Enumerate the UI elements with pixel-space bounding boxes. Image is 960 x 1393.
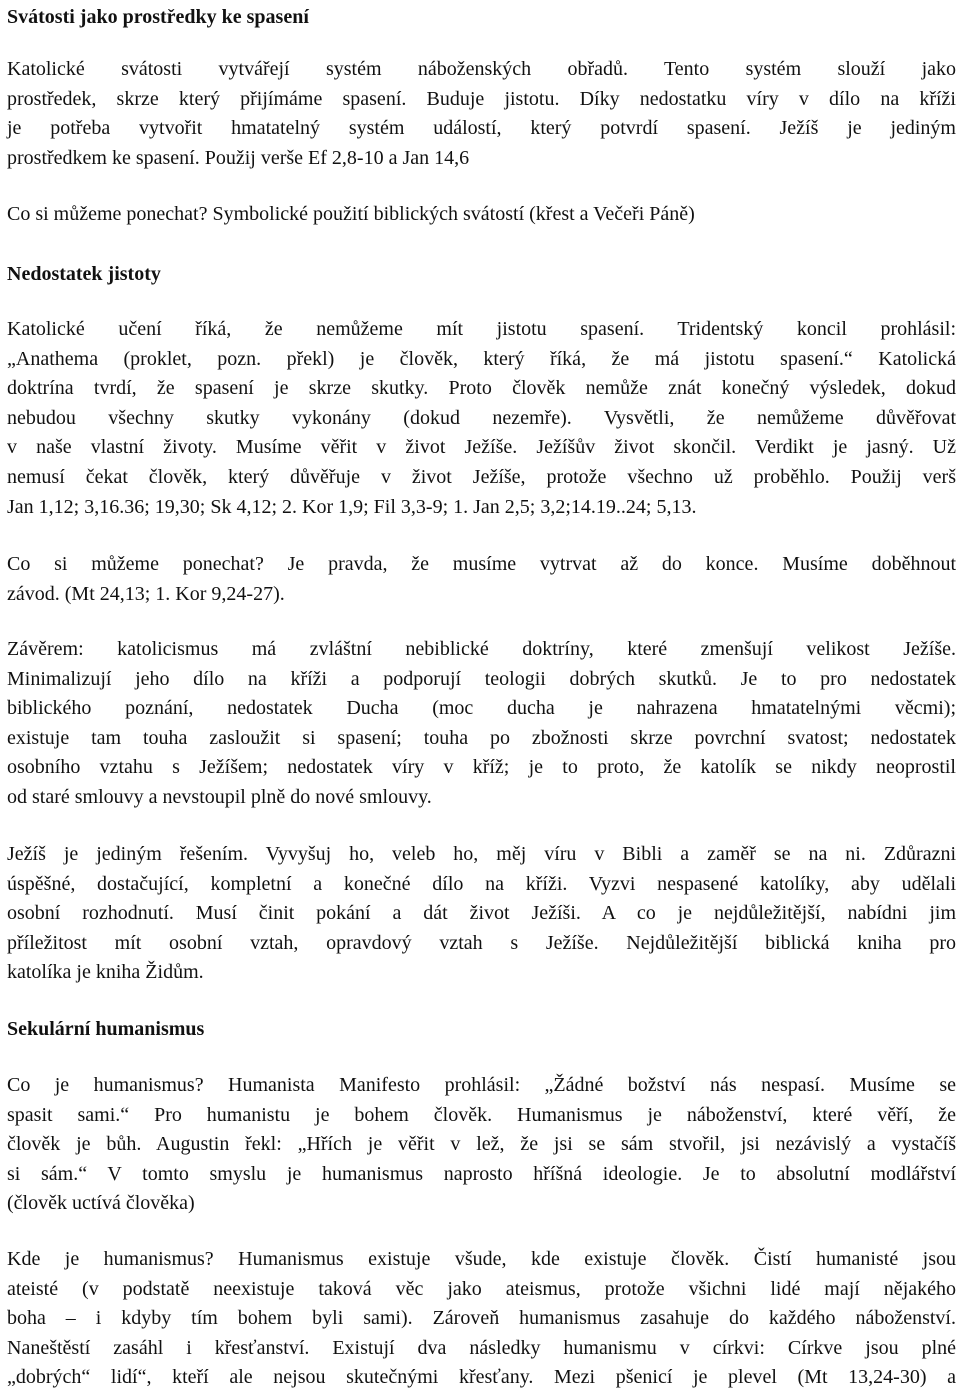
text-line: nebudou všechny skutky vykonány (dokud nezemře). Vysvětli, že nemůžeme důvěřovat (7, 406, 956, 429)
text-line: v naše vlastní životy. Musíme věřit v život Ježíše. Ježíšův život skončil. Verdikt je jasný. Už (7, 436, 956, 459)
paragraph-jesus-solution (7, 840, 956, 988)
paragraph-sacraments-intro (7, 55, 956, 173)
text-line: Katolické učení říká, že nemůžeme mít jistotu spasení. Tridentský koncil prohlásil: (7, 318, 956, 340)
text-line: „dobrých“ lidí“, kteří ale nejsou skutečnými křesťany. Mezi pšenicí je plevel (Mt 13,24-30) a (7, 1366, 956, 1389)
text-line: existuje tam touha zasloužit si spasení; touha po zbožnosti skrze povrchní svatost; nedostatek (7, 726, 956, 749)
section-title-humanism: Sekulární humanismus (7, 1018, 205, 1040)
text-line: biblického poznání, nedostatek Ducha (moc ducha je nahrazena hmatatelnými věcmi); (7, 697, 956, 720)
paragraph-assurance-keep (7, 550, 956, 609)
paragraph-where-is-humanism (7, 1245, 956, 1393)
text-line: Katolické svátosti vytvářejí systém náboženských obřadů. Tento systém slouží jako (7, 58, 956, 80)
text-line: osobního vztahu s Ježíšem; nedostatek víry v kříž; je to proto, že katolík se nikdy neoprostil (7, 756, 956, 779)
text-line: katolíka je kniha Židům. (7, 961, 204, 984)
text-line: ateisté (v podstatě neexistuje taková věc jako ateismus, protože všichni lidé mají nějakého (7, 1277, 956, 1300)
text-line: Ježíš je jediným řešením. Vyvyšuj ho, veleb ho, měj víru v Bibli a zaměř se na ni. Zdůrazni (7, 843, 956, 865)
text-line: příležitost mít osobní vztah, opravdový vztah s Ježíše. Nejdůležitější biblická kniha pro (7, 931, 956, 954)
paragraph-assurance-teaching (7, 315, 956, 522)
text-line: nemusí čekat člověk, který důvěřuje v život Ježíše, protože všechno už proběhlo. Použij verš (7, 465, 956, 488)
text-line: boha – i kdyby tím bohem byli sami). Zároveň humanismus zasahuje do každého náboženství. (7, 1307, 956, 1330)
text-line: člověk je bůh. Augustin řekl: „Hřích je věřit v lež, že jsi se sám stvořil, jsi nezávislý a vystačíš (7, 1133, 956, 1156)
text-line: doktrína tvrdí, že spasení je skrze skutky. Proto člověk nemůže znát konečný výsledek, dokud (7, 377, 956, 400)
text-line: Co je humanismus? Humanista Manifesto prohlásil: „Žádné božství nás nespasí. Musíme se (7, 1074, 956, 1096)
text-line: Minimalizují jeho dílo na kříži a podporují teologii dobrých skutků. Je to pro nedostatek (7, 667, 956, 690)
text-line: „Anathema (proklet, pozn. překl) je člověk, který říká, že má jistotu spasení.“ Katolická (7, 347, 956, 370)
text-line: je potřeba vytvořit hmatatelný systém událostí, který potvrdí spasení. Ježíš je jediným (7, 117, 956, 140)
text-line: prostředek, skrze který přijímáme spasení. Buduje jistotu. Díky nedostatku víry v dílo na kříži (7, 87, 956, 110)
text-line: si sám.“ V tomto smyslu je humanismus naprosto hříšná ideologie. Je to absolutní modlářství (7, 1162, 956, 1185)
section-title-sacraments: Svátosti jako prostředky ke spasení (7, 6, 309, 28)
text-line: osobní rozhodnutí. Musí činit pokání a dát život Ježíši. A co je nejdůležitější, nabídni jim (7, 902, 956, 925)
text-line: od staré smlouvy a nevstoupil plně do nové smlouvy. (7, 785, 432, 808)
text-line: Co si můžeme ponechat? Je pravda, že musíme vytrvat až do konce. Musíme doběhnout (7, 553, 956, 575)
text-line: úspěšné, dostačující, kompletní a konečné dílo na kříži. Vyzvi nespasené katolíky, aby udělali (7, 872, 956, 895)
text-line: spasit sami.“ Pro humanistu je bohem člověk. Humanismus je náboženství, které věří, že (7, 1103, 956, 1126)
paragraph-conclusion (7, 635, 956, 813)
paragraph-what-is-humanism (7, 1071, 956, 1219)
text-line: prostředkem ke spasení. Použij verše Ef 2,8-10 a Jan 14,6 (7, 146, 470, 169)
paragraph-sacraments-keep (7, 200, 956, 230)
text-line: závod. (Mt 24,13; 1. Kor 9,24-27). (7, 582, 285, 605)
text-line: Závěrem: katolicismus má zvláštní nebiblické doktríny, které zmenšují velikost Ježíše. (7, 638, 956, 660)
text-line: Kde je humanismus? Humanismus existuje všude, kde existuje člověk. Čistí humanisté jsou (7, 1248, 956, 1270)
text-line: Jan 1,12; 3,16.36; 19,30; Sk 4,12; 2. Kor 1,9; Fil 3,3-9; 1. Jan 2,5; 3,2;14.19..24; 5,13. (7, 495, 697, 518)
section-title-assurance: Nedostatek jistoty (7, 263, 161, 285)
text-line: Co si můžeme ponechat? Symbolické použití biblických svátostí (křest a Večeři Páně) (7, 203, 695, 225)
text-line: (člověk uctívá člověka) (7, 1192, 195, 1215)
text-line: Naneštěstí zasáhl i křesťanství. Existují dva následky humanismu v církvi: Církve jsou plné (7, 1336, 956, 1359)
